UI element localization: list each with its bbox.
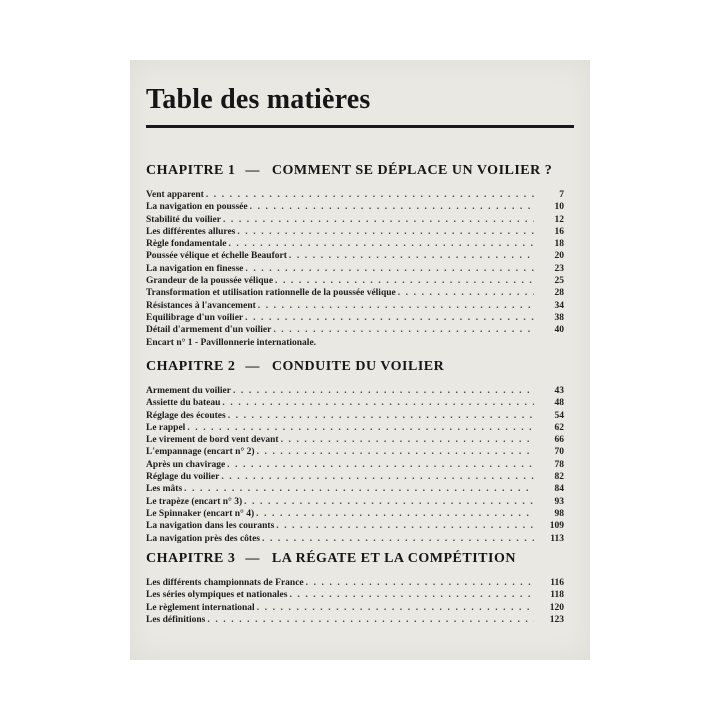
leader-dots xyxy=(228,410,534,422)
chapter-1 xyxy=(146,162,564,349)
toc-entry xyxy=(146,250,564,262)
chapter-heading xyxy=(146,550,564,568)
entry-page: 66 xyxy=(554,435,564,446)
toc-entry xyxy=(146,496,564,508)
entry-label: Grandeur de la poussée vélique xyxy=(146,276,274,287)
entry-label: Détail d'armement d'un voilier xyxy=(146,325,272,336)
entry-page: 54 xyxy=(554,410,564,421)
toc-entry xyxy=(146,275,564,287)
toc-entries xyxy=(146,385,564,545)
chapter-number: CHAPITRE 3 xyxy=(146,551,236,566)
chapter-title: COMMENT SE DÉPLACE UN VOILIER ? xyxy=(271,163,553,178)
entry-page: 120 xyxy=(549,602,564,613)
entry-page: 123 xyxy=(549,614,564,625)
entry-label: L'empannage (encart n° 2) xyxy=(146,447,255,458)
leader-dots xyxy=(257,446,534,458)
entry-page: 16 xyxy=(554,226,564,237)
leader-dots xyxy=(187,422,534,434)
leader-dots xyxy=(306,577,534,589)
page-title: Table des matières xyxy=(146,84,371,115)
entry-page: 43 xyxy=(554,386,564,396)
toc-entry xyxy=(146,577,564,589)
toc-entry xyxy=(146,422,564,434)
leader-dots xyxy=(227,459,534,471)
entry-page: 23 xyxy=(554,263,564,274)
leader-dots xyxy=(256,508,534,520)
entry-label: Les mâts xyxy=(146,484,183,495)
entry-label: La navigation dans les courants xyxy=(146,521,275,532)
toc-entry xyxy=(146,589,564,601)
toc-entry xyxy=(146,385,564,397)
toc-entries xyxy=(146,577,564,626)
entry-page: 18 xyxy=(554,239,564,250)
toc-entry xyxy=(146,312,564,324)
entry-page: 93 xyxy=(554,496,564,507)
entry-label: Armement du voilier xyxy=(146,386,231,396)
entry-page: 20 xyxy=(554,251,564,262)
book-page xyxy=(130,60,590,660)
chapter-separator: — xyxy=(245,551,260,566)
chapter-number: CHAPITRE 1 xyxy=(146,163,236,178)
leader-dots xyxy=(184,483,534,495)
toc-entry xyxy=(146,508,564,520)
toc-entries xyxy=(146,189,564,349)
entry-label: Après un chavirage xyxy=(146,459,226,470)
leader-dots xyxy=(237,226,534,238)
chapter-note: Encart n° 1 - Pavillonnerie internationale. xyxy=(146,337,317,348)
leader-dots xyxy=(281,434,534,446)
entry-label: Réglage du voilier xyxy=(146,472,220,483)
toc-entry xyxy=(146,189,564,201)
leader-dots xyxy=(273,324,534,336)
entry-label: Stabilité du voilier xyxy=(146,214,221,225)
entry-page: 62 xyxy=(554,422,564,433)
leader-dots xyxy=(222,397,534,409)
title-rule xyxy=(146,125,574,128)
entry-label: Le trapèze (encart n° 3) xyxy=(146,496,243,507)
leader-dots xyxy=(207,614,534,626)
toc-entry xyxy=(146,214,564,226)
leader-dots xyxy=(262,533,534,545)
entry-label: Vent apparent xyxy=(146,190,204,200)
entry-page: 116 xyxy=(550,578,564,588)
entry-page: 48 xyxy=(554,398,564,409)
entry-label: La navigation en finesse xyxy=(146,263,244,274)
entry-page: 34 xyxy=(554,300,564,311)
entry-label: La navigation près des côtes xyxy=(146,533,260,544)
leader-dots xyxy=(233,385,534,397)
toc-entry xyxy=(146,602,564,614)
leader-dots xyxy=(257,602,534,614)
leader-dots xyxy=(289,250,534,262)
leader-dots xyxy=(275,275,534,287)
toc-entry xyxy=(146,238,564,250)
leader-dots xyxy=(258,300,534,312)
entry-label: Le Spinnaker (encart n° 4) xyxy=(146,508,255,519)
entry-label: Règle fondamentale xyxy=(146,239,227,250)
entry-label: Résistances à l'avancement xyxy=(146,300,256,311)
chapter-3 xyxy=(146,550,564,626)
toc-entry xyxy=(146,300,564,312)
entry-page: 25 xyxy=(554,276,564,287)
toc-entry xyxy=(146,410,564,422)
entry-label: Le rappel xyxy=(146,422,186,433)
entry-page: 113 xyxy=(550,533,564,544)
chapter-title: LA RÉGATE ET LA COMPÉTITION xyxy=(271,551,516,566)
entry-page: 40 xyxy=(554,325,564,336)
toc-entry xyxy=(146,434,564,446)
entry-label: Les séries olympiques et nationales xyxy=(146,590,288,601)
entry-page: 70 xyxy=(554,447,564,458)
entry-page: 98 xyxy=(554,508,564,519)
chapter-number: CHAPITRE 2 xyxy=(146,359,236,374)
toc-entry xyxy=(146,471,564,483)
entry-label: La navigation en poussée xyxy=(146,202,248,213)
entry-label: Réglage des écoutes xyxy=(146,410,226,421)
toc-entry xyxy=(146,533,564,545)
entry-label: Assiette du bateau xyxy=(146,398,221,409)
toc-entry xyxy=(146,397,564,409)
toc-entry xyxy=(146,520,564,532)
leader-dots xyxy=(221,471,534,483)
toc-entry xyxy=(146,287,564,299)
entry-label: Equilibrage d'un voilier xyxy=(146,312,244,323)
entry-label: Les différents championnats de France xyxy=(146,578,304,588)
entry-page: 12 xyxy=(554,214,564,225)
toc-entry xyxy=(146,446,564,458)
entry-label: Poussée vélique et échelle Beaufort xyxy=(146,251,287,262)
entry-label: Les définitions xyxy=(146,614,206,625)
entry-page: 84 xyxy=(554,484,564,495)
entry-page: 38 xyxy=(554,312,564,323)
toc-entry xyxy=(146,459,564,471)
toc-entry xyxy=(146,201,564,213)
chapter-separator: — xyxy=(245,359,260,374)
entry-page: 10 xyxy=(554,202,564,213)
chapter-separator: — xyxy=(245,163,260,178)
chapter-heading xyxy=(146,358,564,376)
entry-label: Les différentes allures xyxy=(146,226,236,237)
entry-page: 82 xyxy=(554,472,564,483)
entry-page: 28 xyxy=(554,288,564,299)
leader-dots xyxy=(244,496,534,508)
toc-entry xyxy=(146,483,564,495)
entry-page: 7 xyxy=(559,190,564,200)
chapter-2 xyxy=(146,358,564,545)
entry-label: Transformation et utilisation rationnelle de la poussée vélique xyxy=(146,288,396,299)
entry-page: 78 xyxy=(554,459,564,470)
leader-dots xyxy=(276,520,534,532)
chapter-heading xyxy=(146,162,564,180)
entry-label: Le règlement international xyxy=(146,602,255,613)
entry-label: Le virement de bord vent devant xyxy=(146,435,279,446)
chapter-title: CONDUITE DU VOILIER xyxy=(271,359,445,374)
toc-entry xyxy=(146,614,564,626)
leader-dots xyxy=(245,263,534,275)
toc-entry xyxy=(146,324,564,336)
leader-dots xyxy=(398,287,534,299)
toc-entry xyxy=(146,226,564,238)
leader-dots xyxy=(289,589,534,601)
leader-dots xyxy=(223,214,534,226)
entry-page: 118 xyxy=(550,590,564,601)
toc-entry xyxy=(146,263,564,275)
leader-dots xyxy=(206,189,534,201)
leader-dots xyxy=(228,238,534,250)
entry-page: 109 xyxy=(549,521,564,532)
leader-dots xyxy=(245,312,534,324)
leader-dots xyxy=(250,201,534,213)
